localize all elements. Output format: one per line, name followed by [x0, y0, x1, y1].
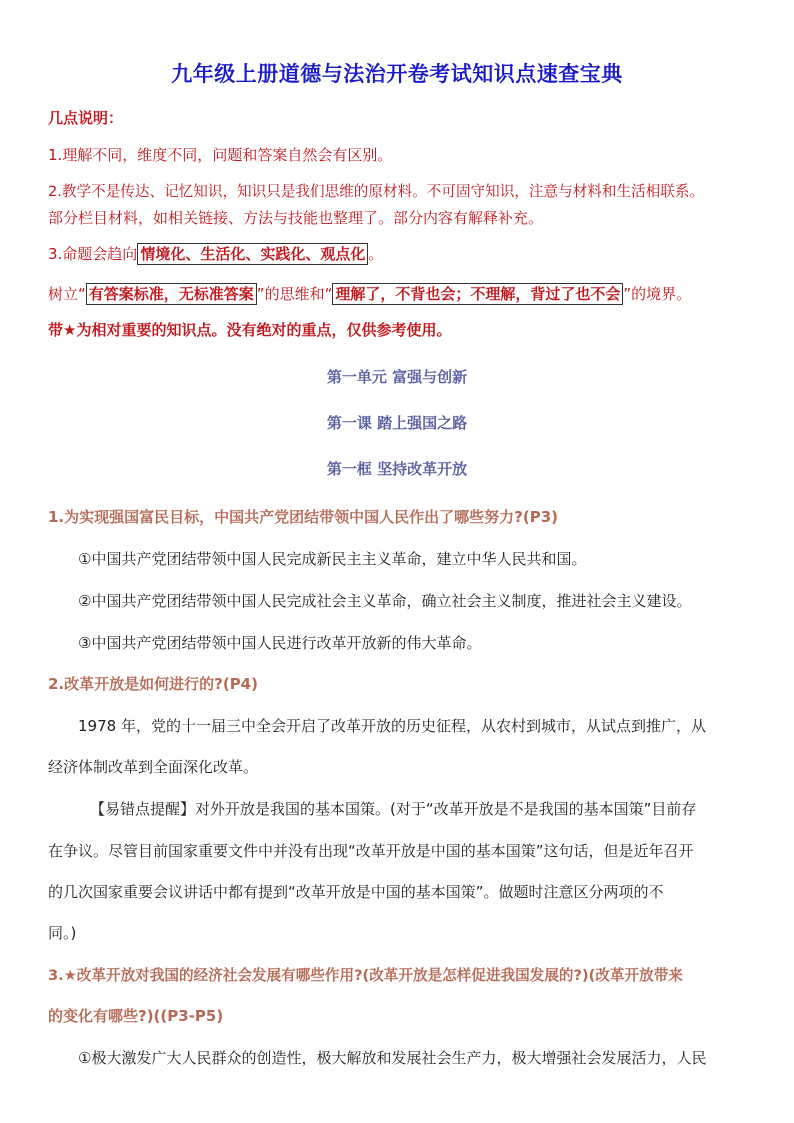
note-1: 1.理解不同，维度不同，问题和答案自然会有区别。 — [48, 146, 393, 164]
question-3-line-2: 的变化有哪些?)((P3-P5) — [48, 1007, 224, 1025]
note-4-part-a: 树立“ — [48, 285, 86, 303]
question-3-line-1: 3.★改革开放对我国的经济社会发展有哪些作用?(改革开放是怎样促进我国发展的?)(改革开放带来 — [48, 967, 683, 984]
q2-paragraph-line-1: 1978 年，党的十一届三中全会开启了改革开放的历史征程，从农村到城市，从试点到推广，从 — [78, 717, 706, 735]
document-title: 九年级上册道德与法治开卷考试知识点速查宝典 — [171, 62, 623, 86]
q1-answer-1: ①中国共产党团结带领中国人民完成新民主主义革命，建立中华人民共和国。 — [78, 550, 587, 568]
lesson-heading: 第一课 踏上强国之路 — [326, 414, 468, 432]
note-5: 带★为相对重要的知识点。没有绝对的重点，仅供参考使用。 — [48, 321, 452, 339]
q1-answer-2: ②中国共产党团结带领中国人民完成社会主义革命，确立社会主义制度，推进社会主义建设。 — [78, 592, 692, 610]
note-2-line-2: 部分栏目材料，如相关链接、方法与技能也整理了。部分内容有解释补充。 — [48, 209, 544, 227]
note-3 — [48, 244, 758, 264]
unit-heading: 第一单元 富强与创新 — [326, 368, 468, 386]
frame-heading: 第一框 坚持改革开放 — [326, 460, 468, 478]
note-4 — [48, 284, 758, 304]
note-4-part-c: ”的境界。 — [623, 285, 692, 303]
q2-tip-line-2: 在争议。尽管目前国家重要文件中并没有出现“改革开放是中国的基本国策”这句话，但是近年召开 — [48, 842, 694, 860]
notes-heading: 几点说明： — [48, 109, 124, 127]
note-4-boxed-2: 理解了，不背也会；不理解，背过了也不会 — [332, 283, 623, 305]
note-3-boxed-keywords: 情境化、生活化、实践化、观点化 — [137, 243, 368, 265]
q2-tip-line-3: 的几次国家重要会议讲话中都有提到“改革开放是中国的基本国策”。做题时注意区分两项的不 — [48, 883, 664, 901]
q2-tip-line-1: 【易错点提醒】对外开放是我国的基本国策。(对于“改革开放是不是我国的基本国策”目前存 — [90, 800, 697, 818]
note-3-prefix: 3.命题会趋向 — [48, 245, 138, 263]
note-2-line-1: 2.教学不是传达、记忆知识，知识只是我们思维的原材料。不可固守知识，注意与材料和生活相联系。 — [48, 183, 705, 200]
q3-answer-1: ①极大激发广大人民群众的创造性，极大解放和发展社会生产力，极大增强社会发展活力，人民 — [78, 1049, 707, 1067]
note-4-part-b: ”的思维和“ — [256, 285, 333, 303]
q2-tip-line-4: 同。) — [48, 924, 77, 942]
note-4-boxed-1: 有答案标准，无标准答案 — [86, 283, 257, 305]
note-3-suffix: 。 — [368, 245, 384, 263]
q2-paragraph-line-2: 经济体制改革到全面深化改革。 — [48, 758, 259, 776]
q1-answer-3: ③中国共产党团结带领中国人民进行改革开放新的伟大革命。 — [78, 634, 482, 652]
question-1: 1.为实现强国富民目标，中国共产党团结带领中国人民作出了哪些努力?(P3) — [48, 508, 558, 526]
question-2: 2.改革开放是如何进行的?(P4) — [48, 675, 258, 693]
